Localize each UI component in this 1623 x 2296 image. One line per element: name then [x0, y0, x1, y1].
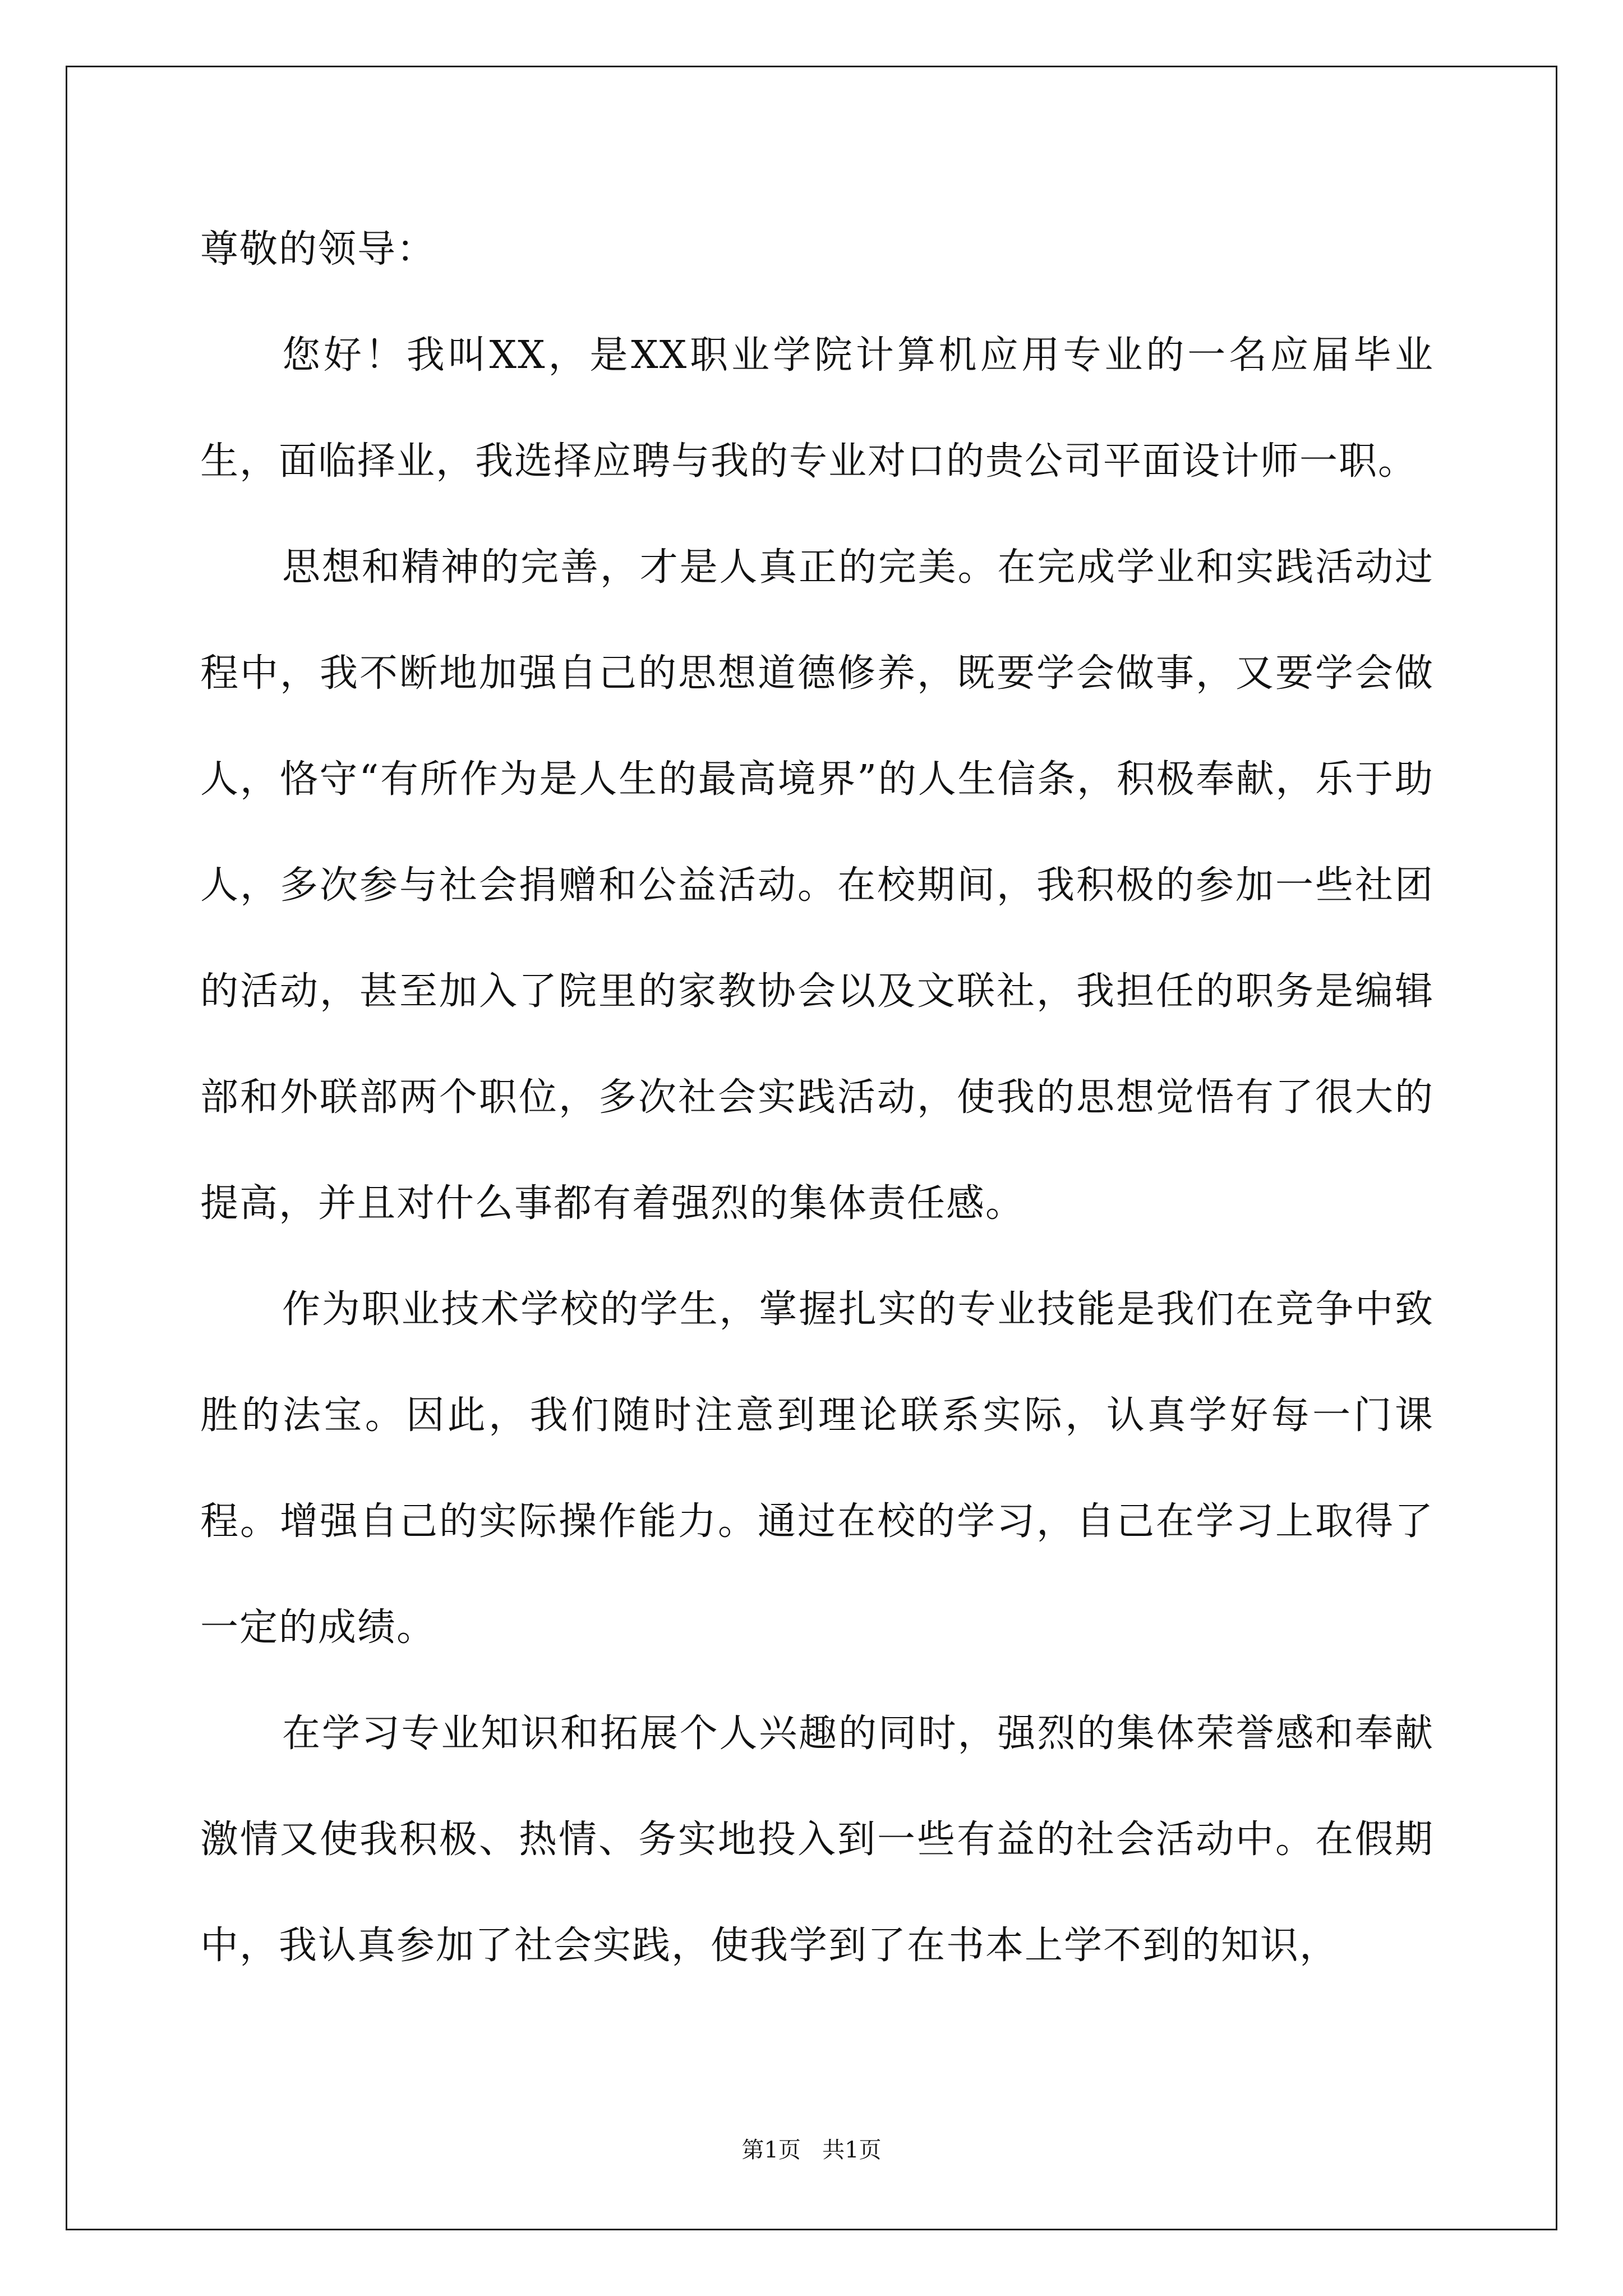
page-number: 第1页	[741, 2137, 801, 2163]
paragraph-social-activities: 在学习专业知识和拓展个人兴趣的同时，强烈的集体荣誉感和奉献激情又使我积极、热情、务实地投入到一些有益的社会活动中。在假期中，我认真参加了社会实践，使我学到了在书本上学不到的知识，	[200, 1711, 1434, 1968]
paragraph-skills: 作为职业技术学校的学生，掌握扎实的专业技能是我们在竞争中致胜的法宝。因此，我们随时注意到理论联系实际，认真学好每一门课程。增强自己的实际操作能力。通过在校的学习，自己在学习上取得了一定的成绩。	[200, 1287, 1434, 1650]
letter-body	[200, 196, 1434, 1999]
page-total: 共1页	[822, 2137, 882, 2163]
paragraph-character: 思想和精神的完善，才是人真正的完美。在完成学业和实践活动过程中，我不断地加强自己的思想道德修养，既要学会做事，又要学会做人，恪守“有所作为是人生的最高境界”的人生信条，积极奉献，乐于助人，多次参与社会捐赠和公益活动。在校期间，我积极的参加一些社团的活动，甚至加入了院里的家教协会以及文联社，我担任的职务是编辑部和外联部两个职位，多次社会实践活动，使我的思想觉悟有了很大的提高，并且对什么事都有着强烈的集体责任感。	[200, 545, 1434, 1226]
paragraph-introduction: 您好！我叫XX，是XX职业学院计算机应用专业的一名应届毕业生，面临择业，我选择应聘与我的专业对口的贵公司平面设计师一职。	[200, 333, 1434, 484]
page-footer	[0, 2136, 1623, 2164]
salutation: 尊敬的领导：	[200, 227, 436, 272]
